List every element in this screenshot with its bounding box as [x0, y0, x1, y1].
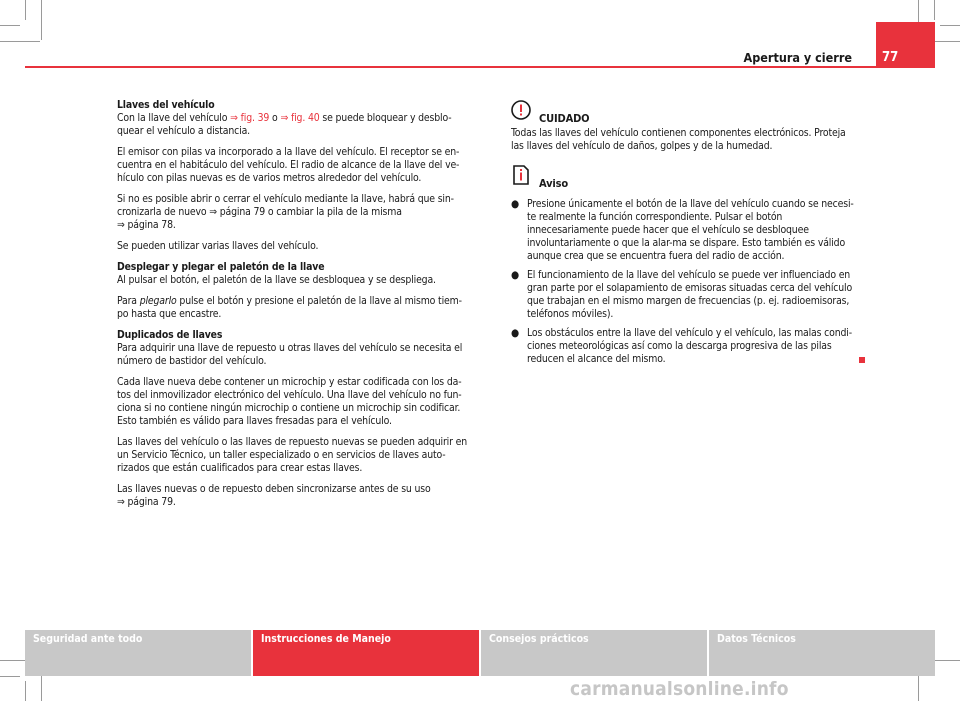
bullet-icon: ●: [511, 269, 520, 281]
warning-icon: [511, 100, 531, 124]
paragraph: [117, 483, 469, 509]
page-link[interactable]: ⇒ página 78.: [117, 219, 176, 231]
text: o: [269, 112, 281, 124]
text: Con la llave del vehículo: [117, 112, 231, 124]
crop-mark: [0, 41, 40, 42]
paragraph: El emisor con pilas va incorporado a la llave del vehículo. El receptor se en-cuentra en el habitáculo del vehículo. El radio de alcance de la llave del ve-hículo con pilas nuevas es de varios metros alrededor del vehículo.: [117, 146, 460, 184]
heading-llaves: Llaves del vehículo: [117, 99, 215, 111]
paragraph: Para adquirir una llave de repuesto u otras llaves del vehículo se necesita el número de bastidor del vehículo.: [117, 342, 463, 367]
page-link[interactable]: ⇒ página 79.: [117, 496, 176, 508]
crop-mark: [0, 676, 20, 677]
paragraph: [117, 193, 469, 232]
list-item-text: El funcionamiento de la llave del vehículo se puede ver influenciado en gran parte por el solapamiento de emisoras situadas cerca del vehículo que trabajan en el mismo margen de frecuencias (p. ej. radioemisoras, teléfonos móviles).: [527, 269, 853, 320]
caution-text: Todas las llaves del vehículo contienen componentes electrónicos. Proteja las llaves del vehículo de daños, golpes y de la humedad.: [511, 127, 846, 152]
end-of-section-icon: [859, 357, 865, 363]
bullet-icon: ●: [511, 198, 520, 210]
heading-paleton: Desplegar y plegar el paletón de la llave: [117, 261, 325, 273]
tab-consejos[interactable]: Consejos prácticos: [481, 630, 707, 676]
text: pulse el botón y presione el paletón de la llave al mismo tiem-po hasta que encastre.: [117, 295, 462, 320]
footer-nav: [25, 630, 935, 676]
caution-title: CUIDADO: [539, 111, 590, 125]
paragraph: [117, 112, 469, 138]
text: Si no es posible abrir o cerrar el vehículo mediante la llave, habrá que sin-cronizarla de nuevo ⇒ página 79 o cambiar la pila de la misma: [117, 193, 454, 218]
paragraph: [117, 295, 469, 321]
page-number: 77: [876, 22, 935, 68]
figure-link[interactable]: ⇒ fig. 40: [280, 112, 320, 124]
info-icon: [511, 165, 531, 189]
crop-mark: [25, 0, 26, 20]
list-item: [511, 327, 855, 366]
text: se puede bloquear y desblo-quear el vehículo a distancia.: [117, 112, 452, 137]
caution-header: [511, 100, 855, 124]
right-column: [511, 100, 855, 372]
tab-datos[interactable]: Datos Técnicos: [709, 630, 935, 676]
note-title: Aviso: [539, 176, 569, 190]
paragraph: Al pulsar el botón, el paletón de la llave se desbloquea y se despliega.: [117, 274, 436, 286]
crop-mark: [25, 681, 26, 701]
heading-duplicados: Duplicados de llaves: [117, 329, 223, 341]
paragraph: Las llaves del vehículo o las llaves de repuesto nuevas se pueden adquirir en un Servicio Técnico, un taller especializado o en servicios de llaves auto-rizados que están cualificados para crear estas llaves.: [117, 436, 467, 474]
crop-mark: [940, 25, 960, 26]
crop-mark: [41, 0, 42, 40]
note-header: [511, 165, 855, 189]
header-rule: [25, 66, 935, 68]
tab-seguridad[interactable]: Seguridad ante todo: [25, 630, 251, 676]
paragraph: Cada llave nueva debe contener un microchip y estar codificada con los da-tos del inmovilizador electrónico del vehículo. Una llave del vehículo no fun-ciona si no contiene ningún microchip o contiene un microchip sin codificar. Esto también es válido para llaves fresadas para el vehículo.: [117, 376, 462, 427]
left-column: [117, 99, 469, 517]
tab-instrucciones[interactable]: Instrucciones de Manejo: [253, 630, 479, 676]
list-item: [511, 269, 855, 321]
crop-mark: [934, 0, 935, 20]
list-item-text: Los obstáculos entre la llave del vehículo y el vehículo, las malas condi-ciones meteorológicas así como la descarga progresiva de las pilas reducen el alcance del mismo.: [527, 327, 852, 365]
watermark: carmanualsonline.info: [570, 678, 789, 700]
list-item: [511, 198, 855, 263]
bullet-icon: ●: [511, 327, 520, 339]
figure-link[interactable]: ⇒ fig. 39: [230, 112, 270, 124]
page-section-title: Apertura y cierre: [743, 50, 852, 65]
text: Las llaves nuevas o de repuesto deben sincronizarse antes de su uso: [117, 483, 431, 495]
paragraph: Se pueden utilizar varias llaves del vehículo.: [117, 240, 319, 252]
text: Para: [117, 295, 140, 307]
emphasis: plegarlo: [139, 295, 177, 307]
list-item-text: Presione únicamente el botón de la llave del vehículo cuando se necesi-te realmente la función correspondiente. Pulsar el botón innecesariamente puede hacer que el vehículo se desbloquee involuntariamente o que la alar-ma se dispare. Esto también es válido aunque crea que se encuentra fuera del radio de acción.: [527, 198, 854, 262]
crop-mark: [0, 25, 20, 26]
